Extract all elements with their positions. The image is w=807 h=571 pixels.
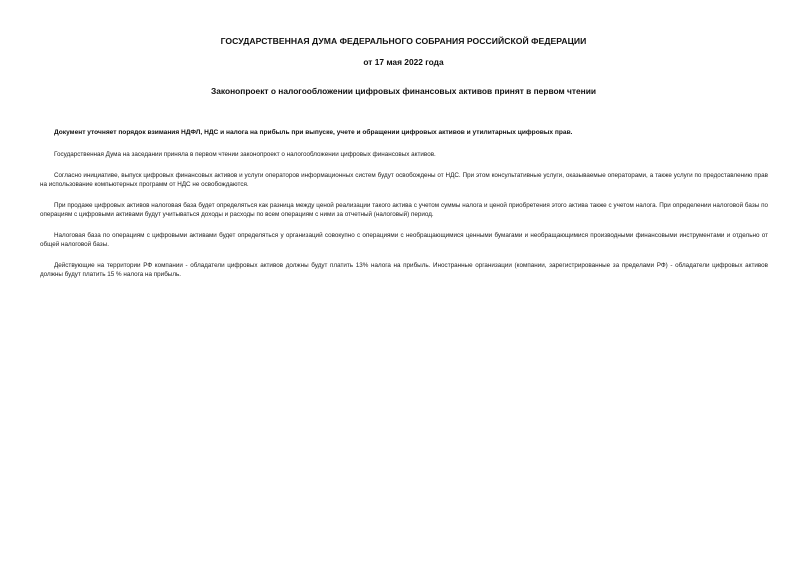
document-body: [40, 128, 768, 291]
body-paragraph: Действующие на территории РФ компании - обладатели цифровых активов должны будут платить 13% налога на прибыль. Иностранные организации (компании, зарегистрированные за пределами РФ) - обладатели цифровых активов должны будут платить 15 % налога на прибыль.: [40, 262, 768, 278]
body-paragraph: Согласно инициативе, выпуск цифровых финансовых активов и услуги операторов информационных систем будут освобождены от НДС. При этом консультативные услуги, оказываемые операторами, а также услуги по предоставлению прав на использование компьютерных программ от НДС не освобождаются.: [40, 172, 768, 188]
document-date: от 17 мая 2022 года: [363, 57, 444, 67]
lead-paragraph: Документ уточняет порядок взимания НДФЛ, НДС и налога на прибыль при выпуске, учете и обращении цифровых активов и утилитарных цифровых прав.: [54, 129, 573, 136]
organization-heading: ГОСУДАРСТВЕННАЯ ДУМА ФЕДЕРАЛЬНОГО СОБРАНИЯ РОССИЙСКОЙ ФЕДЕРАЦИИ: [220, 36, 587, 46]
body-paragraph: Налоговая база по операциям с цифровыми активами будет определяться у организаций совокупно с операциями с необращающимися ценными бумагами и необращающимися производными финансовыми инструментами и отдельно от общей налоговой базы.: [40, 232, 768, 248]
body-paragraph: Государственная Дума на заседании приняла в первом чтении законопроект о налогообложении цифровых финансовых активов.: [54, 151, 436, 158]
body-paragraph: При продаже цифровых активов налоговая база будет определяться как разница между ценой реализации такого актива с учетом суммы налога и ценой приобретения этого актива также с учетом налога. При определении налоговой базы по операциям с цифровыми активами будут учитываться доходы и расходы по всем операциям с ними за отчетный (налоговый) период.: [40, 202, 768, 218]
document-title: Законопроект о налогообложении цифровых финансовых активов принят в первом чтении: [210, 86, 596, 96]
